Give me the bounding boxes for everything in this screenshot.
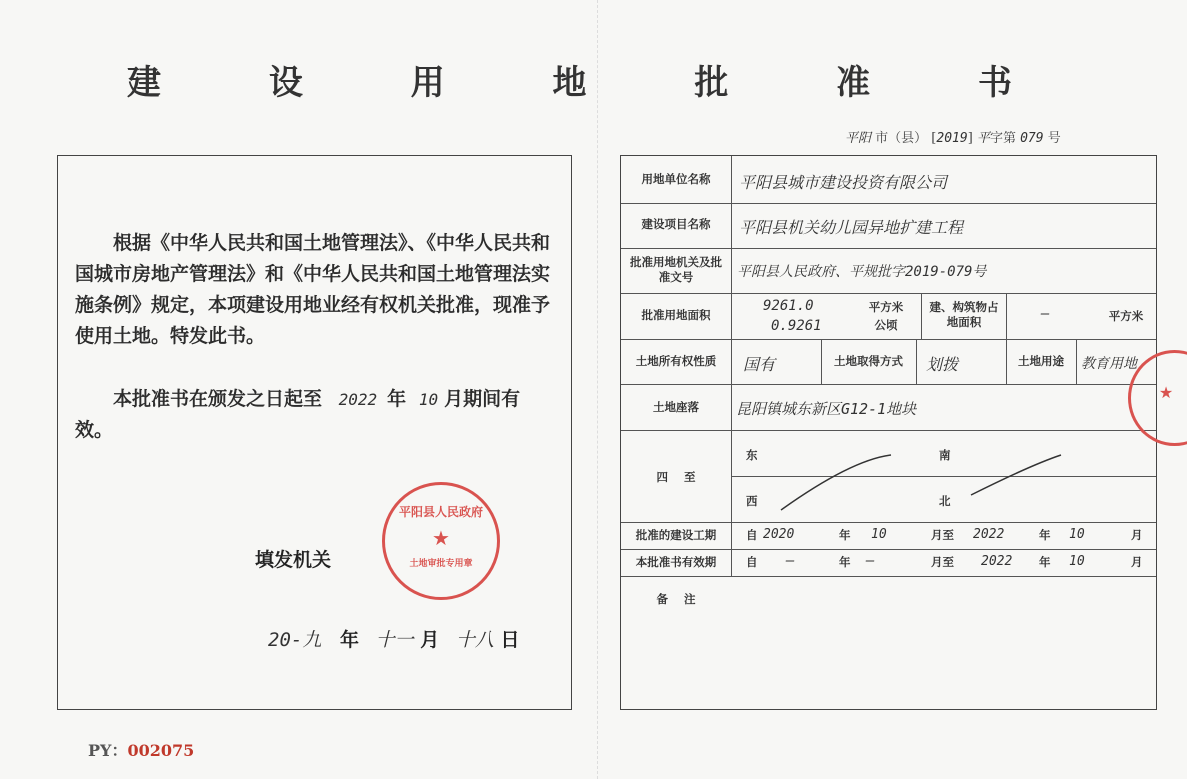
issue-year-unit: 年 [339, 629, 359, 651]
validity-suffix: 月期间有效。 [75, 388, 521, 441]
period-month-end: 月 [1131, 528, 1143, 542]
project-label: 建设项目名称 [641, 217, 711, 231]
serial-number [88, 738, 194, 761]
area-ha-value: 0.9261 [771, 318, 822, 334]
issuer-label: 填发机关 [255, 549, 332, 571]
issue-year: 20-九 [268, 629, 322, 651]
validity-from-label: 自 [746, 555, 758, 569]
approval-label: 批准用地机关及批准文号 [630, 255, 722, 284]
validity-from-month: — [866, 553, 875, 569]
doc-prefix: 平 [976, 131, 990, 146]
use-label: 土地用途 [1018, 354, 1064, 368]
validity-to-year-unit: 年 [1039, 555, 1051, 569]
government-seal [382, 482, 500, 600]
issue-day-unit: 日 [500, 629, 520, 651]
approval-value: 平阳县人民政府、平规批字2019-079号 [737, 264, 987, 280]
page-title: 建 设 用 地 批 准 书 [126, 63, 1061, 103]
notes-label: 备 注 [656, 592, 696, 606]
validity-month: 10 [418, 390, 439, 409]
validity-paragraph [75, 384, 555, 446]
unit-value: 平阳县城市建设投资有限公司 [739, 173, 948, 192]
acquire-label: 土地取得方式 [834, 354, 903, 368]
validity-from-year: — [786, 553, 795, 569]
period-label: 批准的建设工期 [635, 528, 717, 542]
area-sqm-unit: 平方米 [868, 300, 904, 314]
period-to-year: 2022 [973, 527, 1005, 542]
serial-label: PY： [88, 741, 128, 760]
partial-seal-star-icon: ★ [1158, 383, 1174, 402]
bound-west: 西 [746, 494, 758, 508]
page-fold [597, 0, 598, 779]
area-label: 批准用地面积 [641, 308, 711, 322]
period-from-month: 10 [871, 527, 887, 542]
ownership-value: 国有 [743, 355, 776, 374]
bound-south: 南 [939, 448, 951, 462]
area-ha-unit: 公顷 [874, 318, 898, 332]
validity-year-unit: 年 [387, 388, 407, 410]
building-area-label: 建、构筑物占地面积 [929, 300, 999, 329]
star-icon: ★ [432, 526, 450, 550]
ownership-label: 土地所有权性质 [635, 354, 717, 368]
document-number: 平阳 市（县） [2019] 平字第 079 号 [845, 131, 1061, 146]
bound-east: 东 [746, 448, 758, 462]
doc-city-suffix: 市（县） [875, 131, 928, 146]
seal-text: 平阳县人民政府 [398, 505, 483, 519]
building-area-unit: 平方米 [1108, 309, 1144, 323]
location-label: 土地座落 [653, 400, 699, 414]
period-from-year: 2020 [763, 527, 795, 542]
seal-subtext: 土地审批专用章 [409, 559, 473, 569]
project-value: 平阳县机关幼儿园异地扩建工程 [739, 218, 964, 237]
doc-no-suffix: 号 [1047, 131, 1061, 146]
period-to-year-unit: 年 [1039, 528, 1051, 542]
issue-date [268, 625, 520, 652]
area-sqm-value: 9261.0 [763, 298, 814, 314]
use-value: 教育用地 [1081, 356, 1137, 372]
validity-to-month: 10 [1069, 554, 1085, 569]
period-to-month: 10 [1069, 527, 1085, 542]
legal-basis-paragraph: 根据《中华人民共和国土地管理法》、《中华人民共和国城市房地产管理法》和《中华人民共和国土地管理法实施条例》规定，本项建设用地业经有权机关批准，现准予使用土地。特发此书。 [75, 232, 551, 347]
period-from-label: 自 [746, 528, 758, 542]
validity-to-label: 月至 [931, 555, 954, 569]
period-to-label: 月至 [931, 528, 954, 542]
bound-north: 北 [939, 494, 951, 508]
issue-month: 十一 [375, 629, 414, 651]
validity-to-year: 2022 [981, 554, 1013, 569]
validity-from-year-unit: 年 [839, 555, 851, 569]
validity-month-end: 月 [1131, 555, 1143, 569]
bounds-strike-marks [731, 430, 1156, 522]
land-approval-form [620, 155, 1157, 710]
building-area-value: — [1041, 306, 1050, 322]
validity-label: 本批准书有效期 [635, 555, 717, 569]
issue-day: 十八 [455, 629, 494, 651]
doc-tail: 字第 [989, 131, 1016, 146]
bounds-label: 四 至 [656, 470, 696, 484]
doc-year: 2019 [936, 131, 968, 146]
issue-month-unit: 月 [420, 629, 440, 651]
validity-prefix: 本批准书在颁发之日起至 [113, 388, 323, 410]
unit-label: 用地单位名称 [641, 172, 711, 186]
doc-no: 079 [1020, 131, 1044, 146]
period-from-year-unit: 年 [839, 528, 851, 542]
acquire-value: 划拨 [926, 355, 959, 374]
location-value: 昆阳镇城东新区G12-1地块 [736, 400, 917, 418]
validity-year: 2022 [338, 390, 378, 409]
serial-value: 002075 [127, 741, 195, 760]
doc-city: 平阳 [845, 131, 872, 146]
